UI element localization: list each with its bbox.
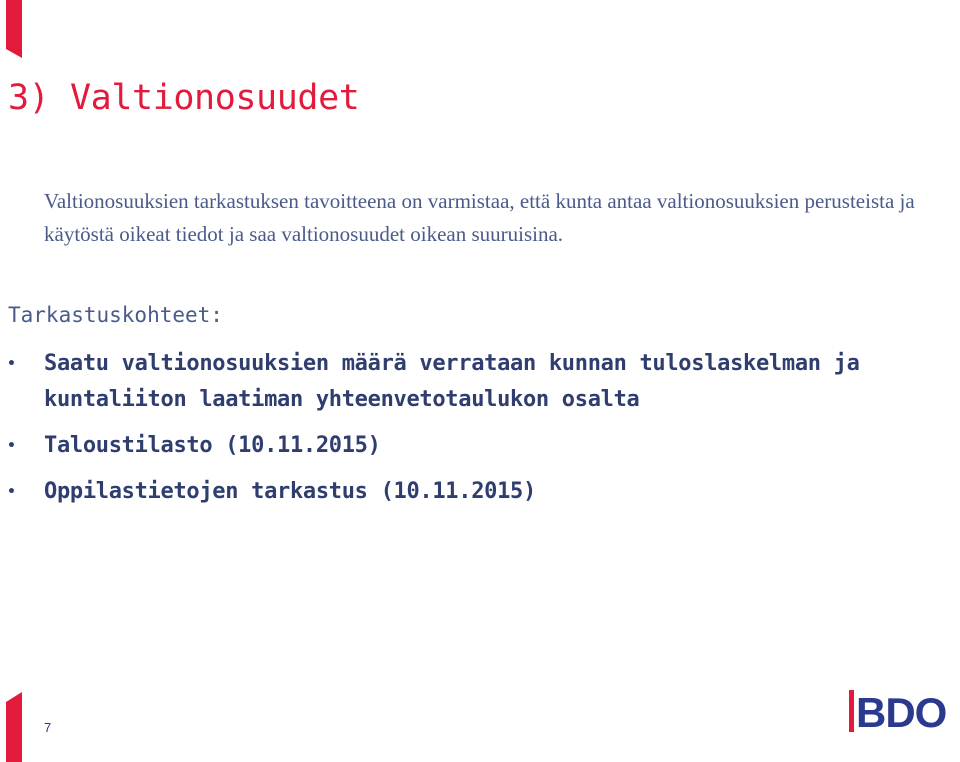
list-item-text: Taloustilasto (10.11.2015) <box>44 433 381 458</box>
checklist <box>0 346 940 510</box>
list-item-text: Saatu valtionosuuksien määrä verrataan kunnan tuloslaskelman ja kuntaliiton laatiman yhteenvetotaulukon osalta <box>44 351 860 412</box>
section-heading: Tarkastuskohteet: <box>8 303 223 327</box>
list-item <box>0 346 940 418</box>
list-item <box>0 474 940 510</box>
bullet-icon: • <box>7 484 16 500</box>
slide-title: 3) Valtionosuudet <box>8 78 360 118</box>
list-item-text: Oppilastietojen tarkastus (10.11.2015) <box>44 479 536 504</box>
bullet-icon: • <box>7 356 16 372</box>
page-number: 7 <box>44 720 52 735</box>
bdo-logo <box>846 690 960 736</box>
intro-paragraph: Valtionosuuksien tarkastuksen tavoitteena on varmistaa, että kunta antaa valtionosuuksien perusteista ja käytöstä oikeat tiedot ja saa valtionosuudet oikean suuruisina. <box>44 189 915 246</box>
bullet-icon: • <box>7 438 16 454</box>
logo-text: BDO <box>856 690 947 736</box>
list-item <box>0 428 940 464</box>
top-accent-mark <box>0 0 22 58</box>
bottom-accent-mark <box>0 692 22 762</box>
